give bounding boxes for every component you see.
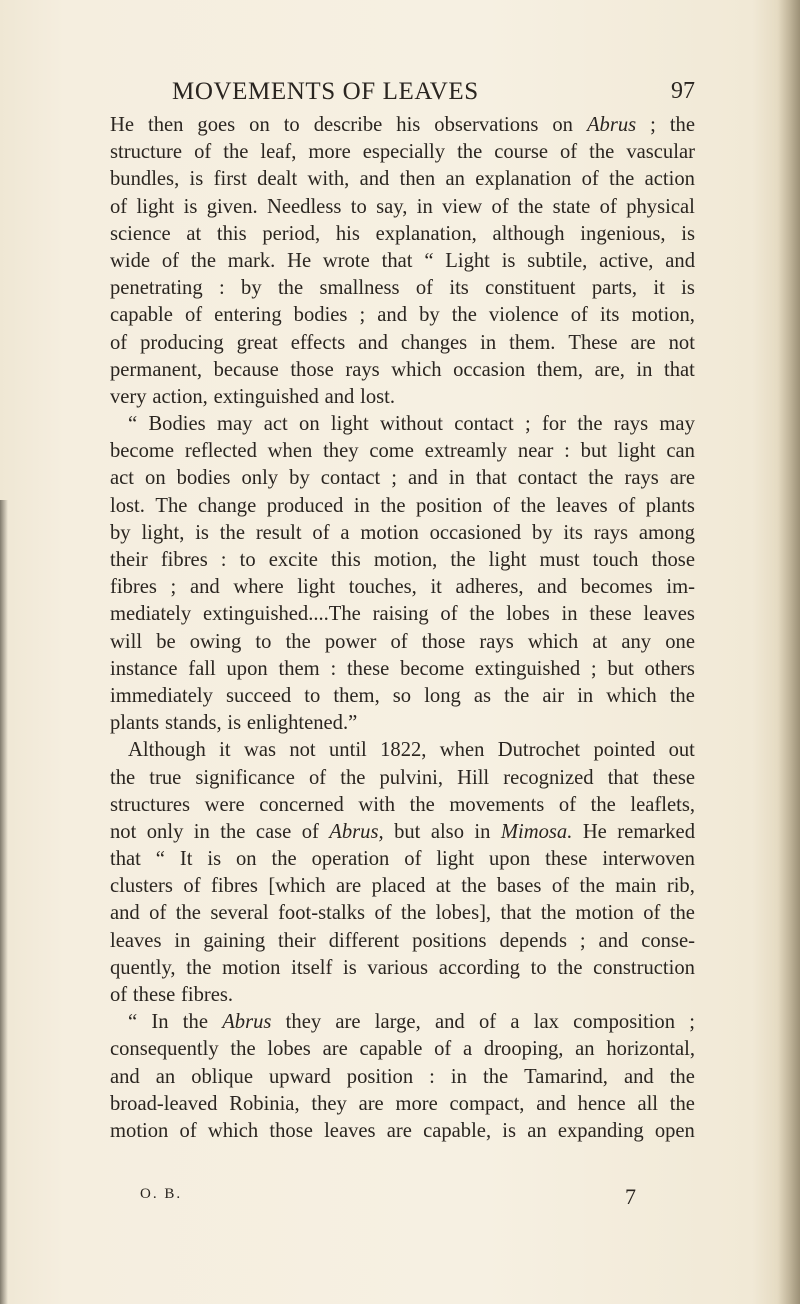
- text-line: plants stands, is enlightened.”: [110, 712, 358, 735]
- text-line: by light, is the result of a motion occasioned by its rays among: [110, 521, 695, 544]
- text-line: structure of the leaf, more especially the course of the vascular: [110, 141, 695, 164]
- text-line: of producing great effects and changes in them. These are not: [110, 331, 695, 354]
- signature-mark: O. B.: [140, 1186, 183, 1202]
- text-line: “ In the Abrus they are large, and of a lax composition ;: [128, 1011, 695, 1034]
- text-line: clusters of fibres [which are placed at the bases of the main rib,: [110, 875, 695, 898]
- text-line: and an oblique upward position : in the Tamarind, and the: [110, 1065, 695, 1088]
- text-line: mediately extinguished....The raising of the lobes in these leaves: [110, 603, 695, 626]
- text-line: that “ It is on the operation of light upon these interwoven: [110, 848, 695, 871]
- body-text: [110, 112, 695, 1145]
- gutter-shadow: [778, 0, 800, 1304]
- text-line: become reflected when they come extreamly near : but light can: [110, 440, 695, 463]
- text-line: consequently the lobes are capable of a drooping, an horizontal,: [110, 1038, 695, 1061]
- text-line: He then goes on to describe his observations on Abrus ; the: [110, 114, 695, 136]
- text-line: act on bodies only by contact ; and in that contact the rays are: [110, 467, 695, 490]
- text-line: “ Bodies may act on light without contact ; for the rays may: [128, 413, 695, 436]
- text-line: Although it was not until 1822, when Dutrochet pointed out: [128, 739, 695, 762]
- text-line: instance fall upon them : these become extinguished ; but others: [110, 657, 695, 680]
- text-line: of these fibres.: [110, 984, 234, 1006]
- text-line: quently, the motion itself is various according to the construction: [110, 956, 695, 979]
- text-line: the true significance of the pulvini, Hill recognized that these: [110, 766, 695, 789]
- text-line: immediately succeed to them, so long as the air in which the: [110, 684, 695, 707]
- page-number: 97: [671, 78, 695, 104]
- text-line: of light is given. Needless to say, in view of the state of physical: [110, 195, 695, 218]
- text-line: not only in the case of Abrus, but also in Mimosa. He remarked: [110, 820, 695, 843]
- text-line: capable of entering bodies ; and by the violence of its motion,: [110, 304, 695, 327]
- text-line: fibres ; and where light touches, it adheres, and becomes im-: [110, 576, 695, 599]
- text-line: and of the several foot-stalks of the lobes], that the motion of the: [110, 902, 695, 925]
- page-footer: [140, 1182, 660, 1212]
- text-line: bundles, is first dealt with, and then an explanation of the action: [110, 168, 695, 191]
- text-line: motion of which those leaves are capable, is an expanding open: [110, 1119, 695, 1142]
- page-header: [110, 78, 695, 108]
- text-line: leaves in gaining their different positions depends ; and conse-: [110, 929, 695, 952]
- text-line: penetrating : by the smallness of its constituent parts, it is: [110, 277, 695, 300]
- text-line: lost. The change produced in the position of the leaves of plants: [110, 494, 695, 517]
- page-edge-shadow: [0, 500, 8, 1304]
- text-line: will be owing to the power of those rays which at any one: [110, 630, 695, 653]
- text-line: very action, extinguished and lost.: [110, 385, 396, 408]
- text-line: science at this period, his explanation, although ingenious, is: [110, 222, 695, 245]
- text-line: structures were concerned with the movements of the leaflets,: [110, 793, 695, 816]
- text-line: wide of the mark. He wrote that “ Light is subtile, active, and: [110, 249, 695, 272]
- text-line: broad-leaved Robinia, they are more compact, and hence all the: [110, 1092, 695, 1115]
- text-line: permanent, because those rays which occasion them, are, in that: [110, 358, 695, 381]
- running-head: MOVEMENTS OF LEAVES: [172, 78, 479, 105]
- text-line: their fibres : to excite this motion, the light must touch those: [110, 549, 695, 571]
- signature-number: 7: [625, 1184, 636, 1209]
